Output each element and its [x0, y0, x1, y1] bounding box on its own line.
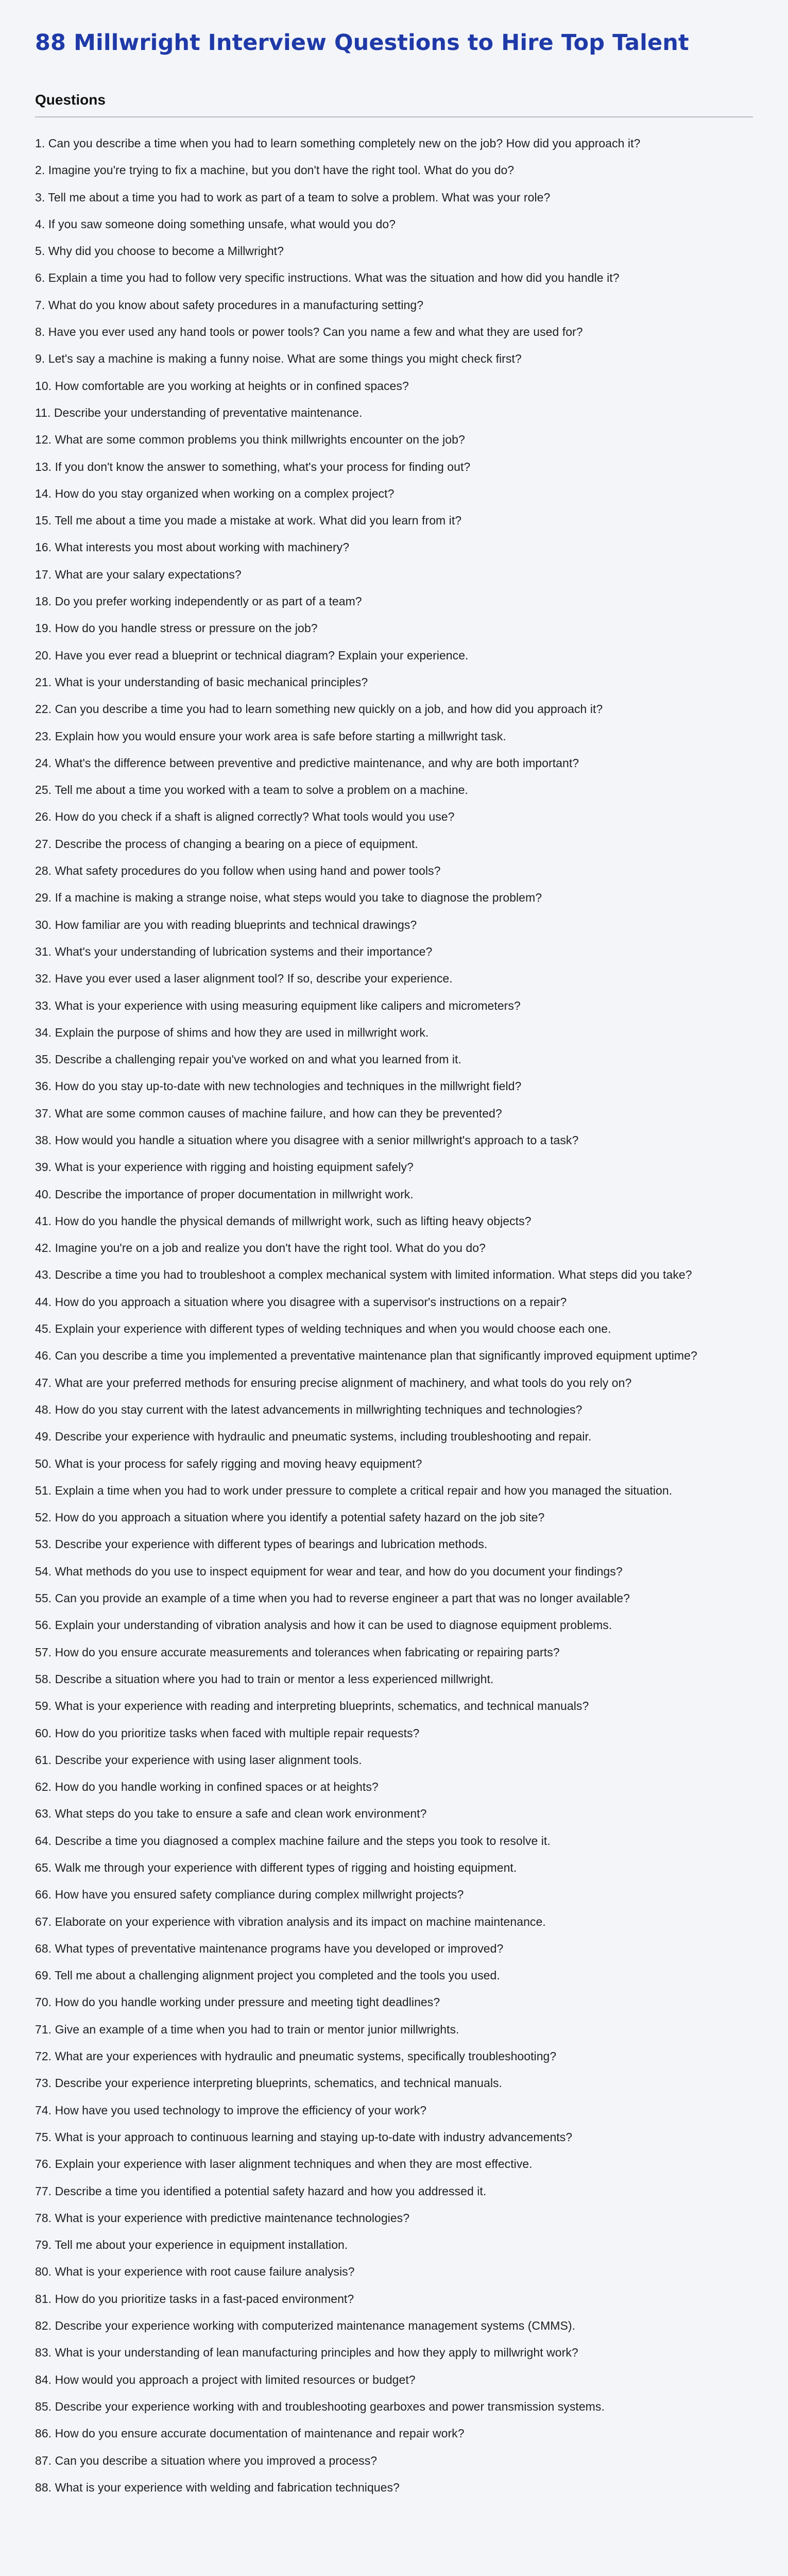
question-item: 50. What is your process for safely rigging and moving heavy equipment? [35, 1456, 422, 1470]
question-item: 86. How do you ensure accurate documentation of maintenance and repair work? [35, 2427, 465, 2441]
question-item: 8. Have you ever used any hand tools or power tools? Can you name a few and what they are used for? [35, 325, 583, 339]
question-item: 41. How do you handle the physical demands of millwright work, such as lifting heavy objects? [35, 1214, 532, 1228]
question-item: 49. Describe your experience with hydraulic and pneumatic systems, including troubleshooting and repair. [35, 1430, 592, 1444]
question-item: 58. Describe a situation where you had to train or mentor a less experienced millwright. [35, 1672, 494, 1686]
question-item: 63. What steps do you take to ensure a safe and clean work environment? [35, 1807, 427, 1821]
question-item: 5. Why did you choose to become a Millwright? [35, 244, 284, 258]
question-item: 16. What interests you most about working with machinery? [35, 540, 350, 554]
question-item: 26. How do you check if a shaft is aligned correctly? What tools would you use? [35, 810, 455, 824]
question-item: 62. How do you handle working in confined spaces or at heights? [35, 1780, 379, 1794]
question-item: 4. If you saw someone doing something unsafe, what would you do? [35, 217, 396, 231]
question-item: 54. What methods do you use to inspect equipment for wear and tear, and how do you document your findings? [35, 1564, 623, 1578]
question-item: 85. Describe your experience working with and troubleshooting gearboxes and power transmission systems. [35, 2399, 605, 2413]
question-item: 22. Can you describe a time you had to learn something new quickly on a job, and how did you approach it? [35, 702, 603, 716]
question-item: 65. Walk me through your experience with different types of rigging and hoisting equipment. [35, 1861, 517, 1874]
section-heading: Questions [35, 92, 753, 117]
question-item: 10. How comfortable are you working at heights or in confined spaces? [35, 379, 409, 393]
question-item: 69. Tell me about a challenging alignment project you completed and the tools you used. [35, 1969, 500, 1982]
question-item: 14. How do you stay organized when working on a complex project? [35, 486, 395, 500]
question-item: 76. Explain your experience with laser alignment techniques and when they are most effective. [35, 2157, 533, 2171]
question-item: 1. Can you describe a time when you had to learn something completely new on the job? How did you approach it? [35, 137, 641, 150]
question-item: 56. Explain your understanding of vibration analysis and how it can be used to diagnose equipment problems. [35, 1618, 612, 1632]
question-item: 81. How do you prioritize tasks in a fast-paced environment? [35, 2292, 354, 2306]
page-title: 88 Millwright Interview Questions to Hire Top Talent [35, 30, 689, 56]
question-item: 64. Describe a time you diagnosed a complex machine failure and the steps you took to resolve it. [35, 1834, 551, 1848]
question-item: 55. Can you provide an example of a time when you had to reverse engineer a part that was no longer available? [35, 1591, 630, 1605]
question-item: 39. What is your experience with rigging and hoisting equipment safely? [35, 1160, 414, 1174]
question-item: 84. How would you approach a project with limited resources or budget? [35, 2372, 416, 2386]
question-item: 59. What is your experience with reading and interpreting blueprints, schematics, and technical manuals? [35, 1699, 589, 1713]
question-item: 74. How have you used technology to improve the efficiency of your work? [35, 2103, 427, 2117]
question-item: 71. Give an example of a time when you had to train or mentor junior millwrights. [35, 2022, 459, 2036]
question-item: 15. Tell me about a time you made a mistake at work. What did you learn from it? [35, 514, 462, 528]
question-item: 70. How do you handle working under pressure and meeting tight deadlines? [35, 1995, 440, 2009]
question-item: 45. Explain your experience with different types of welding techniques and when you would choose each one. [35, 1322, 611, 1336]
question-item: 73. Describe your experience interpreting blueprints, schematics, and technical manuals. [35, 2076, 502, 2090]
question-item: 35. Describe a challenging repair you've worked on and what you learned from it. [35, 1053, 461, 1066]
question-item: 37. What are some common causes of machine failure, and how can they be prevented? [35, 1106, 502, 1120]
question-item: 23. Explain how you would ensure your work area is safe before starting a millwright task. [35, 729, 506, 743]
question-item: 6. Explain a time you had to follow very specific instructions. What was the situation and how did you handle it? [35, 271, 620, 285]
question-item: 38. How would you handle a situation where you disagree with a senior millwright's approach to a task? [35, 1133, 579, 1147]
question-item: 21. What is your understanding of basic mechanical principles? [35, 675, 368, 689]
question-item: 9. Let's say a machine is making a funny noise. What are some things you might check first? [35, 352, 522, 366]
question-item: 68. What types of preventative maintenance programs have you developed or improved? [35, 1941, 504, 1955]
question-item: 3. Tell me about a time you had to work as part of a team to solve a problem. What was your role? [35, 190, 551, 204]
question-item: 40. Describe the importance of proper documentation in millwright work. [35, 1187, 414, 1201]
question-item: 20. Have you ever read a blueprint or technical diagram? Explain your experience. [35, 648, 469, 662]
question-item: 77. Describe a time you identified a potential safety hazard and how you addressed it. [35, 2184, 487, 2198]
question-item: 18. Do you prefer working independently or as part of a team? [35, 595, 362, 608]
question-item: 17. What are your salary expectations? [35, 567, 242, 581]
question-item: 42. Imagine you're on a job and realize you don't have the right tool. What do you do? [35, 1241, 486, 1255]
question-list [35, 136, 753, 2495]
question-item: 27. Describe the process of changing a bearing on a piece of equipment. [35, 837, 418, 851]
question-item: 57. How do you ensure accurate measurements and tolerances when fabricating or repairing parts? [35, 1645, 560, 1659]
question-item: 52. How do you approach a situation where you identify a potential safety hazard on the job site? [35, 1511, 545, 1524]
question-item: 61. Describe your experience with using laser alignment tools. [35, 1753, 362, 1767]
question-item: 82. Describe your experience working with computerized maintenance management systems (CMMS). [35, 2319, 576, 2333]
question-item: 11. Describe your understanding of preventative maintenance. [35, 405, 363, 419]
question-item: 51. Explain a time when you had to work under pressure to complete a critical repair and how you managed the situation. [35, 1483, 673, 1497]
question-item: 13. If you don't know the answer to something, what's your process for finding out? [35, 460, 471, 473]
question-item: 33. What is your experience with using measuring equipment like calipers and micrometers? [35, 998, 521, 1012]
question-item: 60. How do you prioritize tasks when faced with multiple repair requests? [35, 1726, 420, 1740]
question-item: 28. What safety procedures do you follow when using hand and power tools? [35, 864, 441, 878]
question-item: 43. Describe a time you had to troubleshoot a complex mechanical system with limited information. What steps did you take? [35, 1268, 692, 1282]
question-item: 44. How do you approach a situation where you disagree with a supervisor's instructions on a repair? [35, 1295, 567, 1309]
question-item: 25. Tell me about a time you worked with a team to solve a problem on a machine. [35, 783, 468, 797]
question-item: 12. What are some common problems you think millwrights encounter on the job? [35, 433, 465, 447]
question-item: 32. Have you ever used a laser alignment tool? If so, describe your experience. [35, 972, 453, 986]
question-item: 2. Imagine you're trying to fix a machine, but you don't have the right tool. What do you do? [35, 163, 515, 177]
question-item: 29. If a machine is making a strange noise, what steps would you take to diagnose the problem? [35, 891, 542, 905]
question-item: 87. Can you describe a situation where you improved a process? [35, 2453, 378, 2467]
question-item: 19. How do you handle stress or pressure on the job? [35, 621, 318, 635]
question-item: 30. How familiar are you with reading blueprints and technical drawings? [35, 918, 417, 931]
question-item: 34. Explain the purpose of shims and how they are used in millwright work. [35, 1025, 429, 1039]
question-item: 24. What's the difference between preventive and predictive maintenance, and why are both important? [35, 756, 579, 770]
question-item: 46. Can you describe a time you implemented a preventative maintenance plan that significantly improved equipment uptime? [35, 1349, 697, 1363]
question-item: 79. Tell me about your experience in equipment installation. [35, 2238, 348, 2252]
question-item: 78. What is your experience with predictive maintenance technologies? [35, 2211, 410, 2225]
question-item: 80. What is your experience with root cause failure analysis? [35, 2265, 355, 2279]
question-item: 83. What is your understanding of lean manufacturing principles and how they apply to millwright work? [35, 2346, 578, 2360]
question-item: 7. What do you know about safety procedures in a manufacturing setting? [35, 298, 424, 312]
question-item: 75. What is your approach to continuous learning and staying up-to-date with industry advancements? [35, 2130, 573, 2144]
question-item: 48. How do you stay current with the latest advancements in millwrighting techniques and technologies? [35, 1402, 583, 1416]
question-item: 47. What are your preferred methods for ensuring precise alignment of machinery, and what tools do you rely on? [35, 1376, 632, 1389]
question-item: 72. What are your experiences with hydraulic and pneumatic systems, specifically troubleshooting? [35, 2049, 557, 2063]
question-item: 53. Describe your experience with different types of bearings and lubrication methods. [35, 1537, 488, 1551]
question-item: 31. What's your understanding of lubrication systems and their importance? [35, 944, 433, 958]
question-item: 88. What is your experience with welding and fabrication techniques? [35, 2480, 400, 2494]
question-item: 36. How do you stay up-to-date with new technologies and techniques in the millwright field? [35, 1079, 522, 1093]
question-item: 66. How have you ensured safety compliance during complex millwright projects? [35, 1888, 464, 1902]
question-item: 67. Elaborate on your experience with vibration analysis and its impact on machine maintenance. [35, 1914, 546, 1928]
